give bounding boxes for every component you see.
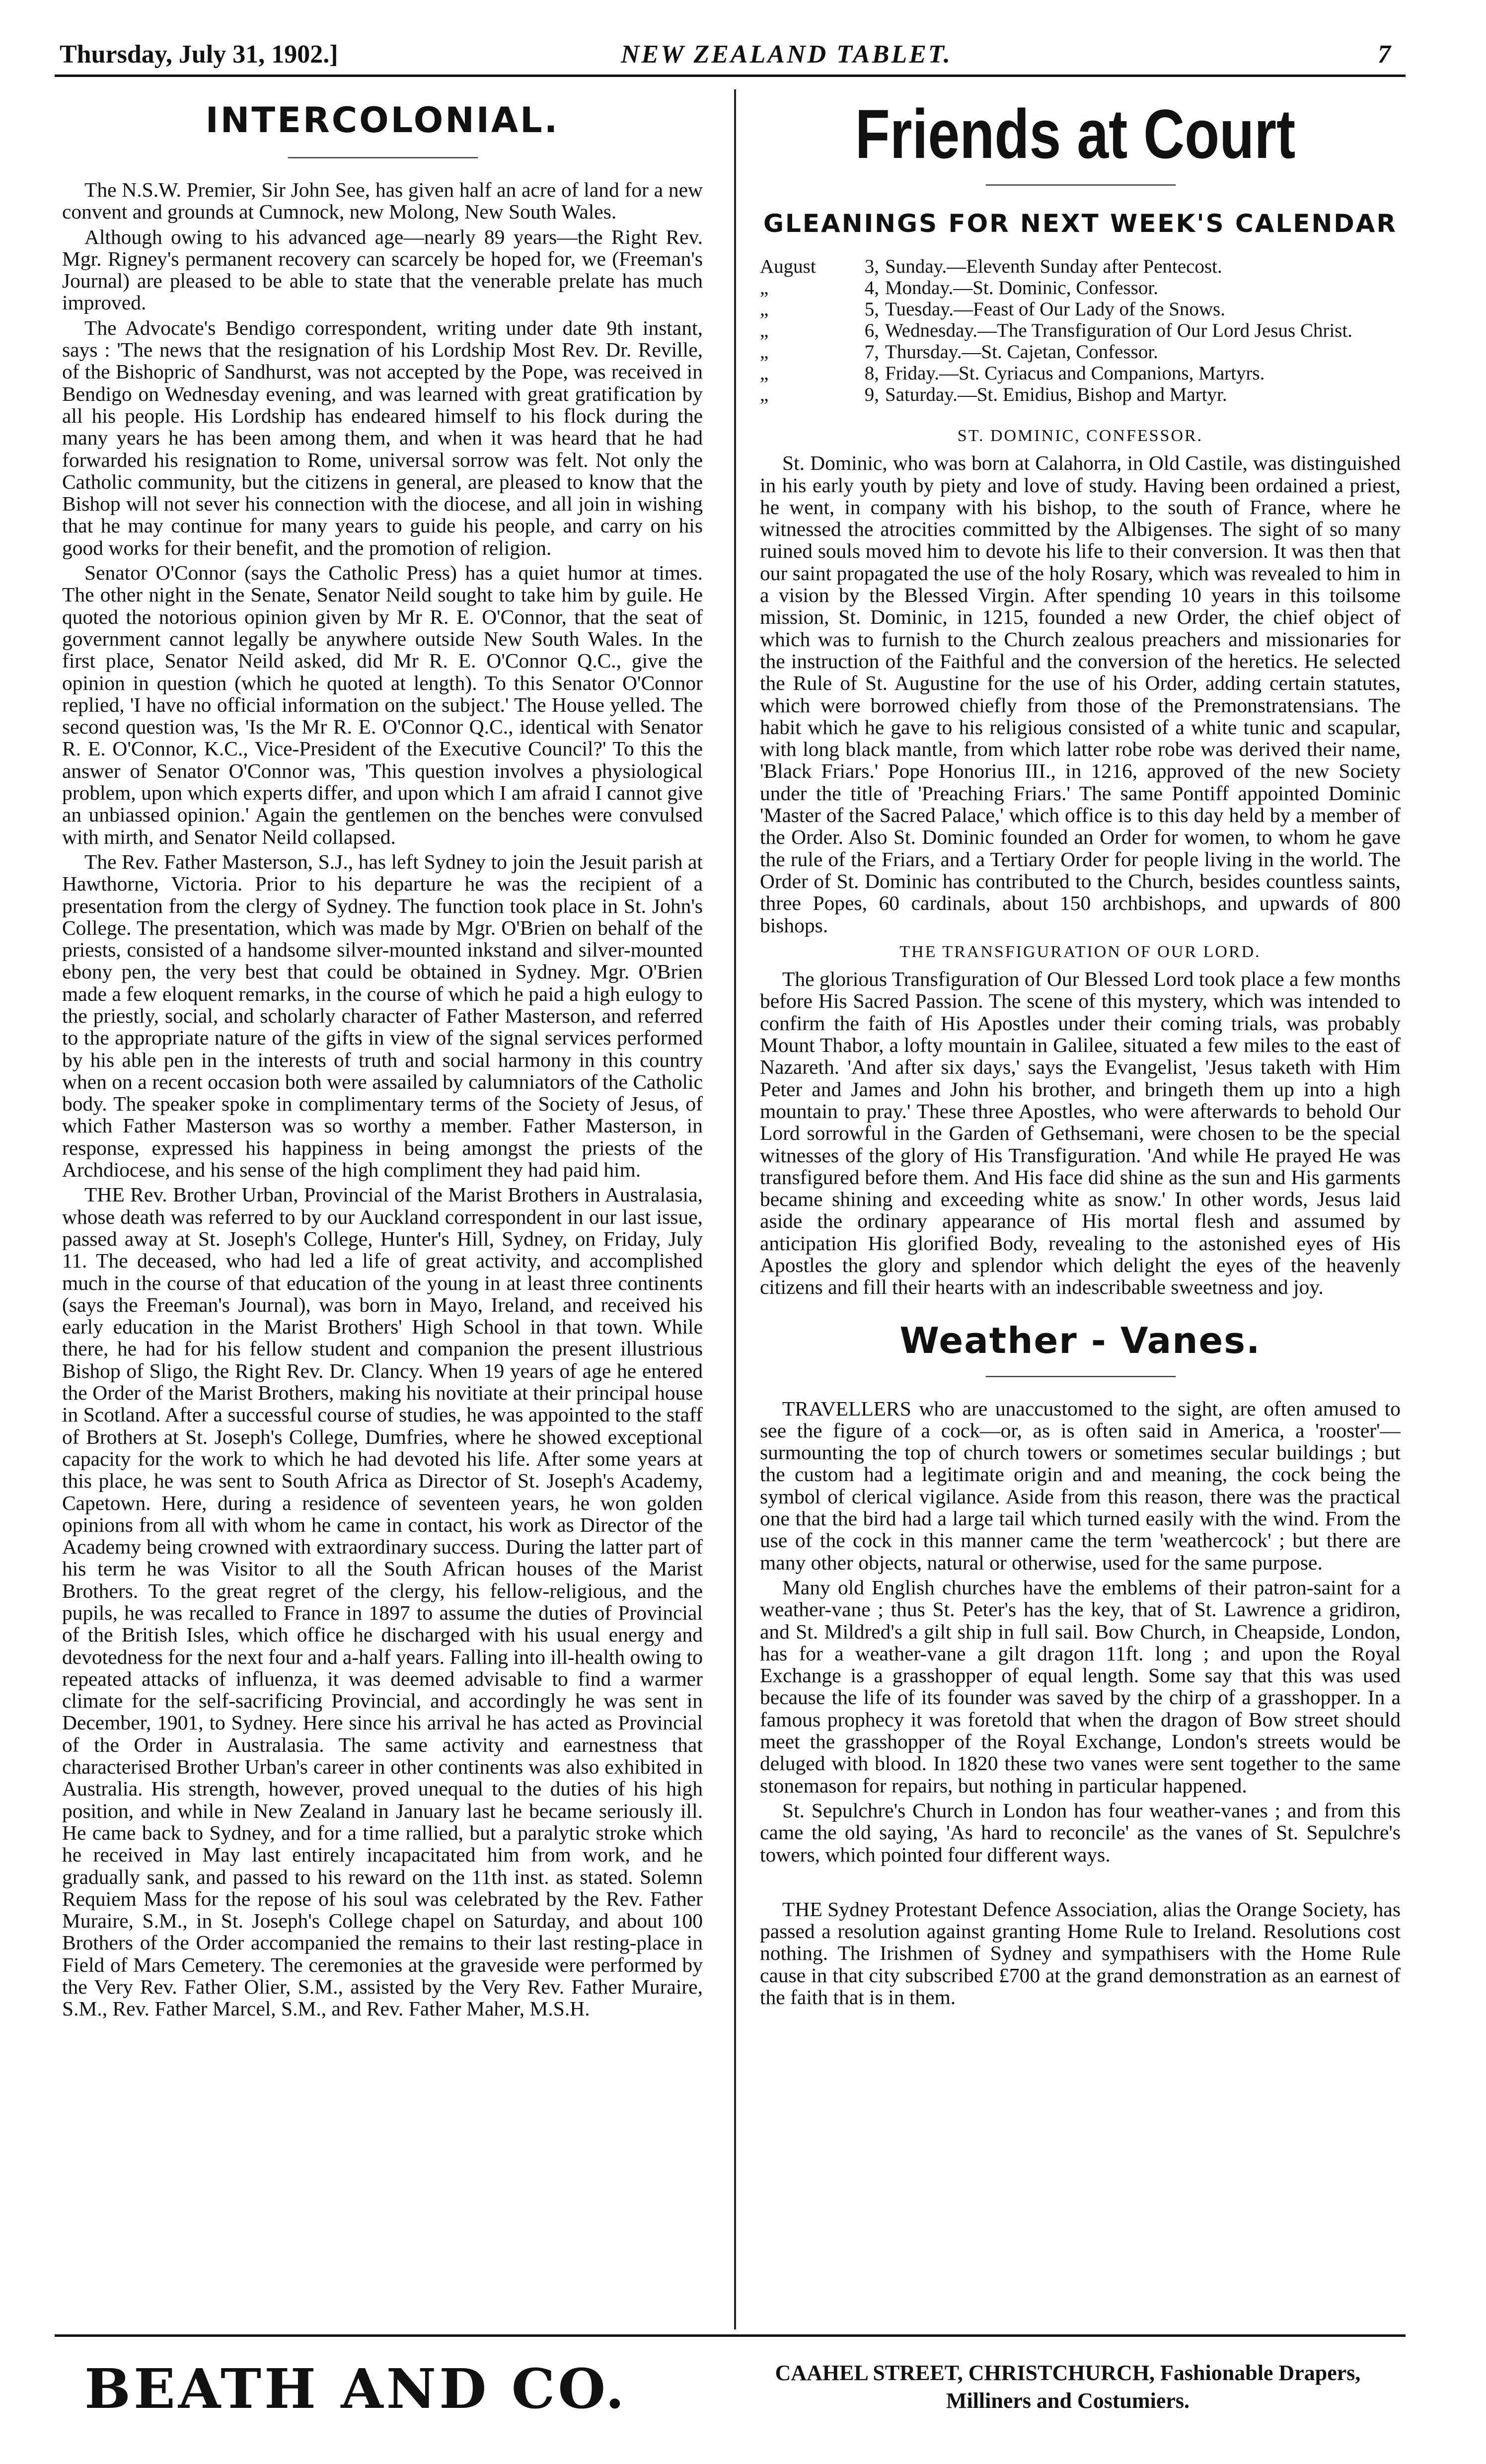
page-number: 7: [1378, 40, 1391, 69]
calendar-entry: [760, 256, 1401, 277]
calendar-list: [760, 256, 1401, 405]
calendar-day: 3,: [864, 256, 879, 277]
address-line: CAAHEL STREET, CHRISTCHURCH, Fashionable Drapers,: [775, 2361, 1361, 2385]
title-ornament: [760, 173, 1401, 193]
calendar-day: 7,: [864, 341, 879, 363]
weather-paragraph: St. Sepulchre's Church in London has four weather-vanes ; and from this came the old saying, 'As hard to reconcile' as the vanes of St. Sepulchre's towers, which pointed four different ways.: [760, 1798, 1401, 1866]
calendar-text: Friday.—St. Cyriacus and Companions, Martyrs.: [885, 363, 1265, 384]
issue-date: Thursday, July 31, 1902.]: [60, 40, 338, 69]
title-ornament: [62, 146, 703, 166]
calendar-text: Tuesday.—Feast of Our Lady of the Snows.: [885, 299, 1225, 320]
paper-title: NEW ZEALAND TABLET.: [621, 40, 952, 69]
st-dominic-heading: ST. DOMINIC, CONFESSOR.: [957, 427, 1203, 445]
calendar-month: „: [760, 299, 769, 320]
calendar-entry: [760, 277, 1401, 299]
calendar-day: 9,: [864, 384, 879, 405]
weather-vanes-title: Weather - Vanes.: [899, 1319, 1261, 1361]
calendar-entry: [760, 363, 1401, 384]
title-ornament: [760, 1365, 1401, 1385]
weather-paragraph: TRAVELLERS who are unaccustomed to the sight, are often amused to see the figure of a cock—or, as is often said in America, a 'rooster'—surmounting the top of church towers or sometimes secular buildings ; but the custom had a legitimate origin and and meaning, the cock being the symbol of clerical vigilance. Aside from this reason, there was the practical one that the bird had a large tail which turned easily with the wind. From the use of the cock in this manner came the term 'weathercock' ; but there are many other objects, natural or otherwise, used for the same purpose.: [760, 1397, 1401, 1574]
column-divider: [734, 89, 736, 2329]
intercolonial-paragraph: Although owing to his advanced age—nearly 89 years—the Right Rev. Mgr. Rigney's permanent recovery can scarcely be hoped for, we (Freeman's Journal) are pleased to be able to state that the venerable prelate has much improved.: [62, 225, 703, 314]
calendar-month: „: [760, 384, 769, 405]
advertisement-footer: [55, 2334, 1406, 2451]
firm-address: [745, 2359, 1391, 2415]
left-column: [62, 97, 703, 2327]
calendar-day: 5,: [864, 299, 879, 320]
firm-name: BEATH AND CO.: [84, 2357, 628, 2421]
calendar-month: „: [760, 277, 769, 299]
intercolonial-paragraph: THE Rev. Brother Urban, Provincial of the Marist Brothers in Australasia, whose death was referred to by our Auckland correspondent in our last issue, passed away at St. Joseph's College, Hunter's Hill, Sydney, on Friday, July 11. The deceased, who had led a life of great activity, and accomplished much in the course of that education of the young in at least three continents (says the Freeman's Journal), was born in Mayo, Ireland, and received his early education in the Marist Brothers' High School in that town. While there, he had for his fellow student and companion the present illustrious Bishop of Sligo, the Right Rev. Dr. Clancy. When 19 years of age he entered the Order of the Marist Brothers, making his novitiate at their principal house in Scotland. After a successful course of studies, he was appointed to the staff of Brothers at St. Joseph's College, Dumfries, where he showed exceptional capacity for the work to which he had devoted his life. After some years at this place, he was sent to South Africa as Director of St. Joseph's Academy, Capetown. Here, during a residence of seventeen years, he won golden opinions from all with whom he came in contact, his work as Director of the Academy being crowned with extraordinary success. During the latter part of his term he was Visitor to all the South African houses of the Marist Brothers. To the great regret of the clergy, his fellow-religious, and the pupils, he was recalled to France in 1897 to assume the duties of Provincial of the British Isles, which office he discharged with his usual energy and devotedness for the next four and a-half years. Falling into ill-health owing to repeated attacks of influenza, it was deemed advisable to find a warmer climate for the self-sacrificing Provincial, and accordingly he was sent in December, 1901, to Sydney. Here since his arrival he has acted as Provincial of the Order in Australasia. The same activity and earnestness that characterised Brother Urban's career in other continents was also exhibited in Australia. His strength, however, proved unequal to the duties of his high position, and while in New Zealand in January last he became seriously ill. He came back to Sydney, and for a time rallied, but a paralytic stroke which he received in May last entirely incapacitated him from work, and he gradually sank, and passed to his reward on the 11th inst. as stated. Solemn Requiem Mass for the repose of his soul was celebrated by the Rev. Father Muraire, S.M., in St. Joseph's College chapel on Saturday, and about 100 Brothers of the Order accompanied the remains to their last resting-place in Field of Mars Cemetery. The ceremonies at the graveside were performed by the Very Rev. Father Olier, S.M., assisted by the Very Rev. Father Muraire, S.M., Rev. Father Marcel, S.M., and Rev. Father Maher, M.S.H.: [62, 1183, 703, 2020]
calendar-text: Saturday.—St. Emidius, Bishop and Martyr.: [885, 384, 1227, 405]
st-dominic-text: St. Dominic, who was born at Calahorra, in Old Castile, was distinguished in his early youth by piety and love of study. Having been ordained a priest, he went, in company with his bishop, to the south of France, where he witnessed the atrocities committed by the Albigenses. The sight of so many ruined souls moved him to devote his life to their conversion. It was then that our saint propagated the use of the holy Rosary, which was revealed to him in a vision by the Blessed Virgin. After spending 10 years in this toilsome mission, St. Dominic, in 1215, founded a new Order, the chief object of which was to furnish to the Church zealous preachers and missionaries for the instruction of the Faithful and the conversion of the heretics. He selected the Rule of St. Augustine for the use of his Order, adding certain statutes, which were borrowed chiefly from those of the Premonstratensians. The habit which he gave to his religious consisted of a white tunic and scapular, with long black mantle, from which latter robe robe was derived their name, 'Black Friars.' Pope Honorius III., in 1216, approved of the new Society under the title of 'Preaching Friars.' The same Pontiff appointed Dominic 'Master of the Sacred Palace,' which office is to this day held by a member of the Order. Also St. Dominic founded an Order for women, to whom he gave the rule of the Friars, and a Tertiary Order for people living in the world. The Order of St. Dominic has contributed to the Church, besides countless saints, three Popes, 60 cardinals, about 150 archbishops, and upwards of 800 bishops.: [760, 451, 1401, 937]
intercolonial-paragraph: The Advocate's Bendigo correspondent, writing under date 9th instant, says : 'The news that the resignation of his Lordship Most Rev. Dr. Reville, of the Bishopric of Sandhurst, was not accepted by the Pope, was received in Bendigo on Wednesday evening, and was learned with great gratification by all his people. His Lordship has endeared himself to his flock during the many years he has been among them, and when it was heard that he had forwarded his resignation to Rome, universal sorrow was felt. Not only the Catholic community, but the citizens in general, are pleased to know that the Bishop will not sever his connection with the diocese, and all join in wishing that he may continue for many years to guide his people, and carry on his good works for their benefit, and the promotion of religion.: [62, 316, 703, 559]
calendar-day: 8,: [864, 363, 879, 384]
calendar-subtitle: GLEANINGS FOR NEXT WEEK'S CALENDAR: [763, 209, 1398, 238]
friends-at-court-title: Friends at Court: [855, 97, 1296, 173]
calendar-entry: [760, 341, 1401, 363]
intercolonial-paragraph: Senator O'Connor (says the Catholic Press) has a quiet humor at times. The other night in the Senate, Senator Neild sought to take him by guile. He quoted the notorious opinion given by Mr R. E. O'Connor, that the seat of government cannot legally be anywhere outside New South Wales. In the first place, Senator Neild asked, did Mr R. E. O'Connor Q.C., give the opinion in question (which he quoted at length). To this Senator O'Connor replied, 'I have no official information on the subject.' The House yelled. The second question was, 'Is the Mr R. E. O'Connor Q.C., identical with Senator R. E. O'Connor, K.C., Vice-President of the Executive Council?' To this the answer of Senator O'Connor was, 'This question involves a physiological problem, upon which experts differ, and upon which I am afraid I cannot give an unbiassed opinion.' Again the gentlemen on the benches were convulsed with mirth, and Senator Neild collapsed.: [62, 561, 703, 848]
calendar-day: 6,: [864, 320, 879, 341]
orange-society-paragraph: THE Sydney Protestant Defence Association, alias the Orange Society, has passed a resolution against granting Home Rule to Ireland. Resolutions cost nothing. The Irishmen of Sydney and sympathisers with the Home Rule cause in that city subscribed £700 at the grand demonstration as an earnest of the faith that is in them.: [760, 1897, 1401, 2009]
calendar-month: August: [760, 256, 816, 277]
intercolonial-paragraph: The Rev. Father Masterson, S.J., has left Sydney to join the Jesuit parish at Hawthorne, Victoria. Prior to his departure he was the recipient of a presentation from the clergy of Sydney. The function took place in St. John's College. The presentation, which was made by Mgr. O'Brien on behalf of the priests, consisted of a handsome silver-mounted inkstand and silver-mounted ebony pen, the very best that could be obtained in Sydney. Mgr. O'Brien made a few eloquent remarks, in the course of which he paid a high eulogy to the priestly, social, and scholarly character of Father Masterson, and referred to the appropriate nature of the gifts in view of the signal services performed by his able pen in the interests of truth and social harmony in this country when on a recent occasion both were assailed by calumniators of the Catholic body. The speaker spoke in complimentary terms of the Society of Jesus, of which Father Masterson was so worthy a member. Father Masterson, in response, expressed his happiness in being amongst the priests of the Archdiocese, and his sense of the high compliment they had paid him.: [62, 850, 703, 1182]
calendar-entry: [760, 384, 1401, 405]
calendar-month: „: [760, 320, 769, 341]
calendar-day: 4,: [864, 277, 879, 299]
transfiguration-text: The glorious Transfiguration of Our Blessed Lord took place a few months before His Sacred Passion. The scene of this mystery, which was intended to confirm the faith of His Apostles under their coming trials, was probably Mount Thabor, a lofty mountain in Galilee, situated a few miles to the east of Nazareth. 'And after six days,' says the Evangelist, 'Jesus taketh with Him Peter and James and John his brother, and bringeth them up into a high mountain to pray.' These three Apostles, who were afterwards to behold Our Lord sorrowful in the Garden of Gethsemani, were chosen to be the special witnesses of the glory of His Transfiguration. 'And while He prayed He was transfigured before them. And His face did shine as the sun and His garments became shining and exceeding white as snow.' In other words, Jesus laid aside the ordinary appearance of His mortal flesh and assumed by anticipation His glorified Body, revealing to the astonished eyes of His Apostles the glory and splendor which delight the eyes of the heavenly citizens and fill their hearts with an indescribable sweetness and joy.: [760, 968, 1401, 1299]
calendar-text: Sunday.—Eleventh Sunday after Pentecost.: [885, 256, 1222, 277]
transfiguration-heading: THE TRANSFIGURATION OF OUR LORD.: [899, 942, 1261, 961]
masthead: [55, 30, 1406, 77]
intercolonial-title: INTERCOLONIAL.: [205, 100, 560, 141]
weather-paragraph: Many old English churches have the emblems of their patron-saint for a weather-vane ; thus St. Peter's has the key, that of St. Lawrence a gridiron, and St. Mildred's a gilt ship in full sail. Bow Church, in Cheapside, London, has for a weather-vane a gilt dragon 11ft. long ; and upon the Royal Exchange is a grasshopper of equal length. Some say that this was used because the life of its founder was saved by the chirp of a grasshopper. In a famous prophecy it was foretold that when the dragon of Bow street should meet the grasshopper of the Royal Exchange, London's streets would be deluged with blood. In 1820 these two vanes were sent together to the same stonemason for repairs, but nothing in particular happened.: [760, 1575, 1401, 1797]
calendar-month: „: [760, 341, 769, 363]
calendar-month: „: [760, 363, 769, 384]
right-column: [760, 97, 1401, 2327]
calendar-entry: [760, 299, 1401, 320]
calendar-text: Thursday.—St. Cajetan, Confessor.: [885, 341, 1158, 363]
calendar-text: Wednesday.—The Transfiguration of Our Lord Jesus Christ.: [885, 320, 1353, 341]
calendar-entry: [760, 320, 1401, 341]
intercolonial-paragraph: The N.S.W. Premier, Sir John See, has given half an acre of land for a new convent and grounds at Cumnock, new Molong, New South Wales.: [62, 178, 703, 224]
address-line: Milliners and Costumiers.: [946, 2389, 1190, 2413]
calendar-text: Monday.—St. Dominic, Confessor.: [885, 277, 1158, 299]
